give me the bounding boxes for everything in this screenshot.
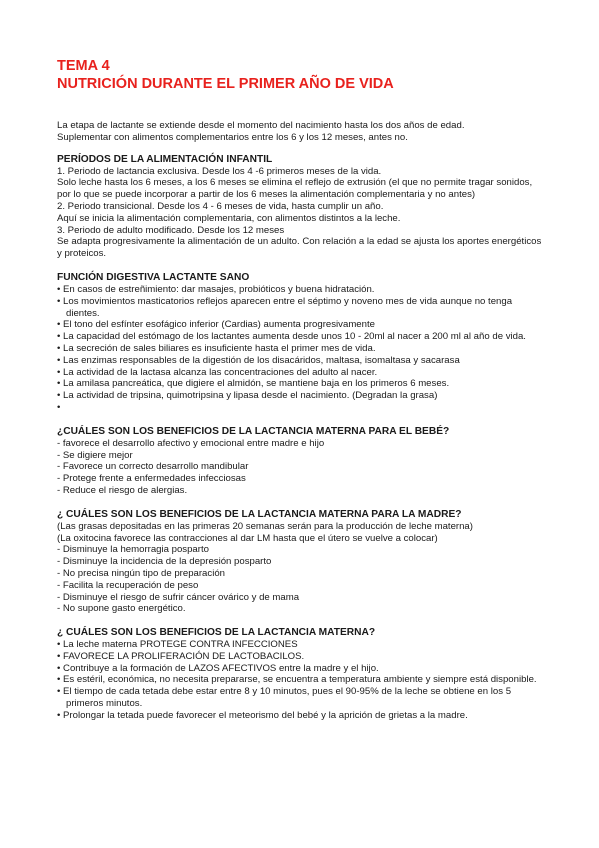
period-line: 3. Periodo de adulto modificado. Desde los 12 meses bbox=[57, 224, 285, 236]
list-item: • La leche materna PROTEGE CONTRA INFECCIONES bbox=[57, 639, 298, 651]
section-heading: ¿ CUÁLES SON LOS BENEFICIOS DE LA LACTANCIA MATERNA? bbox=[57, 627, 376, 639]
list-item: • El tono del esfínter esofágico inferior (Cardias) aumenta progresivamente bbox=[57, 319, 375, 331]
list-item: • La actividad de tripsina, quimotripsina y lipasa desde el nacimiento. (Degradan la grasa) bbox=[57, 390, 438, 402]
period-line: 2. Periodo transicional. Desde los 4 - 6 meses de vida, hasta cumplir un año. bbox=[57, 200, 384, 212]
note-line: (La oxitocina favorece las contracciones al dar LM hasta que el útero se vuelve a colocar) bbox=[57, 532, 438, 544]
list-item: • FAVORECE LA PROLIFERACIÓN DE LACTOBACILOS. bbox=[57, 650, 305, 662]
title-line-2: NUTRICIÓN DURANTE EL PRIMER AÑO DE VIDA bbox=[57, 76, 394, 92]
list-item: • La actividad de la lactasa alcanza las concentraciones del adulto al nacer. bbox=[57, 366, 378, 378]
section-beneficios-bebe bbox=[57, 426, 542, 497]
period-line: Aquí se inicia la alimentación complementaria, con alimentos distintos a la leche. bbox=[57, 212, 401, 224]
list-item: - No supone gasto energético. bbox=[57, 603, 186, 615]
period-line: Se adapta progresivamente la alimentación de un adulto. Con relación a la edad se ajusta los aportes energéticos y proteicos. bbox=[57, 236, 542, 260]
list-item: • Es estéril, económica, no necesita prepararse, se encuentra a temperatura ambiente y siempre está disponible. bbox=[57, 674, 537, 686]
list-item: - Favorece un correcto desarrollo mandibular bbox=[57, 461, 249, 473]
list-item: • La capacidad del estómago de los lactantes aumenta desde unos 10 - 20ml al nacer a 200 ml al año de vida. bbox=[57, 331, 526, 343]
list-item: • bbox=[57, 401, 61, 413]
list-item: • Las enzimas responsables de la digestión de los disacáridos, maltasa, isomaltasa y sacarasa bbox=[57, 354, 460, 366]
section-heading: PERÍODOS DE LA ALIMENTACIÓN INFANTIL bbox=[57, 153, 273, 165]
list-item: • La secreción de sales biliares es insuficiente hasta el primer mes de vida. bbox=[57, 342, 376, 354]
intro-line: La etapa de lactante se extiende desde el momento del nacimiento hasta los dos años de edad. bbox=[57, 120, 465, 131]
section-heading: ¿CUÁLES SON LOS BENEFICIOS DE LA LACTANCIA MATERNA PARA EL BEBÉ? bbox=[57, 425, 450, 437]
list-item: • El tiempo de cada tetada debe estar entre 8 y 10 minutos, pues el 90-95% de la leche se obtiene en los 5 primeros minutos. bbox=[57, 686, 512, 710]
period-line: Solo leche hasta los 6 meses, a los 6 meses se elimina el reflejo de extrusión (el que no permite tragar sonidos, por lo que se puede incorporar a partir de los 6 meses la alimentación complementaria y no antes) bbox=[57, 177, 533, 201]
period-line: 1. Periodo de lactancia exclusiva. Desde los 4 -6 primeros meses de la vida. bbox=[57, 165, 382, 177]
list-item: - Protege frente a enfermedades infecciosas bbox=[57, 473, 246, 485]
list-item: - Disminuye el riesgo de sufrir cáncer ovárico y de mama bbox=[57, 591, 300, 603]
list-item: - favorece el desarrollo afectivo y emocional entre madre e hijo bbox=[57, 437, 325, 449]
list-item: - Disminuye la incidencia de la depresión posparto bbox=[57, 556, 272, 568]
list-item: • Los movimientos masticatorios reflejos aparecen entre el séptimo y noveno mes de vida aunque no tenga dientes. bbox=[57, 295, 513, 319]
section-beneficios-general bbox=[57, 627, 542, 722]
document-body bbox=[57, 120, 542, 722]
list-item: - Facilita la recuperación de peso bbox=[57, 579, 199, 591]
intro-paragraph bbox=[57, 120, 542, 144]
list-item: • La amilasa pancreática, que digiere el almidón, se mantiene baja en los primeros 6 meses. bbox=[57, 378, 450, 390]
section-periodos bbox=[57, 154, 542, 260]
section-funcion-digestiva bbox=[57, 272, 542, 414]
section-heading: FUNCIÓN DIGESTIVA LACTANTE SANO bbox=[57, 271, 250, 283]
list-item: • Prolongar la tetada puede favorecer el meteorismo del bebé y la aprición de grietas a la madre. bbox=[57, 709, 468, 721]
list-item: • En casos de estreñimiento: dar masajes, probióticos y buena hidratación. bbox=[57, 283, 375, 295]
list-item: - Disminuye la hemorragia posparto bbox=[57, 544, 209, 556]
list-item: - Reduce el riesgo de alergias. bbox=[57, 484, 188, 496]
section-beneficios-madre bbox=[57, 509, 542, 615]
note-line: (Las grasas depositadas en las primeras 20 semanas serán para la producción de leche materna) bbox=[57, 520, 473, 532]
intro-line: Suplementar con alimentos complementarios entre los 6 y los 12 meses, antes no. bbox=[57, 131, 408, 143]
page-title bbox=[57, 57, 394, 93]
list-item: - No precisa ningún tipo de preparación bbox=[57, 567, 225, 579]
list-item: • Contribuye a la formación de LAZOS AFECTIVOS entre la madre y el hijo. bbox=[57, 662, 379, 674]
section-heading: ¿ CUÁLES SON LOS BENEFICIOS DE LA LACTANCIA MATERNA PARA LA MADRE? bbox=[57, 508, 462, 520]
list-item: - Se digiere mejor bbox=[57, 449, 133, 461]
title-line-1: TEMA 4 bbox=[57, 58, 110, 74]
